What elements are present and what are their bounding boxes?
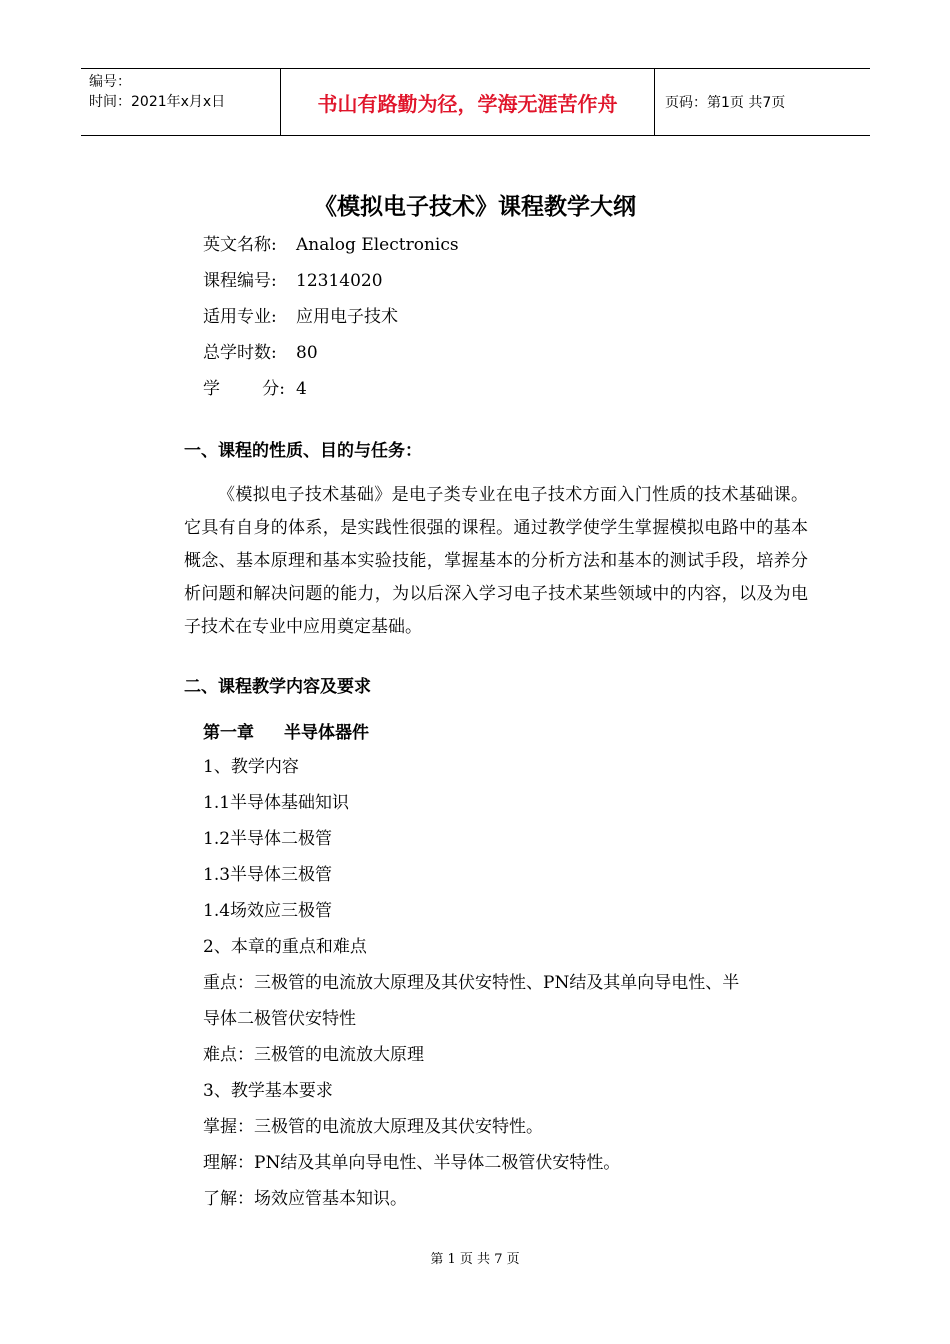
chapter-number: 第一章 (203, 723, 254, 743)
info-label: 适用专业: (203, 307, 277, 327)
chapter-title (203, 718, 369, 743)
chapter-name: 半导体器件 (284, 723, 369, 743)
content-line: 重点：三极管的电流放大原理及其伏安特性、PN结及其单向导电性、半 (203, 973, 740, 993)
info-value: 4 (296, 379, 307, 399)
page-footer: 第 1 页 共 7 页 (430, 1252, 520, 1267)
header-page-info: 页码：第1页 共7页 (665, 95, 786, 111)
content-line: 1.1半导体基础知识 (203, 793, 350, 813)
content-line: 2、本章的重点和难点 (203, 937, 367, 957)
document-number-label: 编号： (89, 74, 131, 90)
content-line: 1.4场效应三极管 (203, 901, 333, 921)
section-1-body: 《模拟电子技术基础》是电子类专业在电子技术方面入门性质的技术基础课。它具有自身的体系，是实践性很强的课程。通过教学使学生掌握模拟电路中的基本概念、基本原理和基本实验技能，掌握基本的分析方法和基本的测试手段，培养分析问题和解决问题的能力，为以后深入学习电子技术某些领域中的内容，以及为电子技术在专业中应用奠定基础。 (184, 485, 808, 637)
info-label: 总学时数: (203, 343, 277, 363)
info-value: Analog Electronics (296, 235, 459, 255)
info-label-credit (203, 374, 285, 410)
info-row-english-name (203, 230, 459, 266)
content-line: 了解：场效应管基本知识。 (203, 1189, 407, 1209)
content-line: 导体二极管伏安特性 (203, 1009, 356, 1029)
content-line: 1.2半导体二极管 (203, 829, 333, 849)
header-table (81, 68, 870, 136)
content-line: 1.3半导体三极管 (203, 865, 333, 885)
document-time-label: 时间：2021年x月x日 (89, 94, 226, 110)
section-1-heading: 一、课程的性质、目的与任务： (184, 441, 422, 461)
header-motto: 书山有路勤为径，学海无涯苦作舟 (281, 69, 655, 135)
info-value: 80 (296, 343, 318, 363)
content-line: 难点：三极管的电流放大原理 (203, 1045, 424, 1065)
info-value: 应用电子技术 (296, 307, 398, 327)
content-line: 理解：PN结及其单向导电性、半导体二极管伏安特性。 (203, 1153, 621, 1173)
header-meta-cell (81, 69, 281, 135)
info-row-credit (203, 374, 459, 410)
section-2-heading: 二、课程教学内容及要求 (184, 677, 371, 697)
credit-label-a: 学 (203, 379, 220, 399)
info-row-major (203, 302, 459, 338)
credit-label-b: 分: (262, 379, 285, 399)
page-title: 《模拟电子技术》课程教学大纲 (314, 194, 636, 220)
content-line: 掌握：三极管的电流放大原理及其伏安特性。 (203, 1117, 543, 1137)
info-row-course-code (203, 266, 459, 302)
info-label: 课程编号: (203, 271, 277, 291)
content-line: 3、教学基本要求 (203, 1081, 333, 1101)
info-value: 12314020 (296, 271, 383, 291)
course-info (203, 230, 459, 410)
content-line: 1、教学内容 (203, 757, 299, 777)
info-row-hours (203, 338, 459, 374)
info-label: 英文名称: (203, 235, 277, 255)
